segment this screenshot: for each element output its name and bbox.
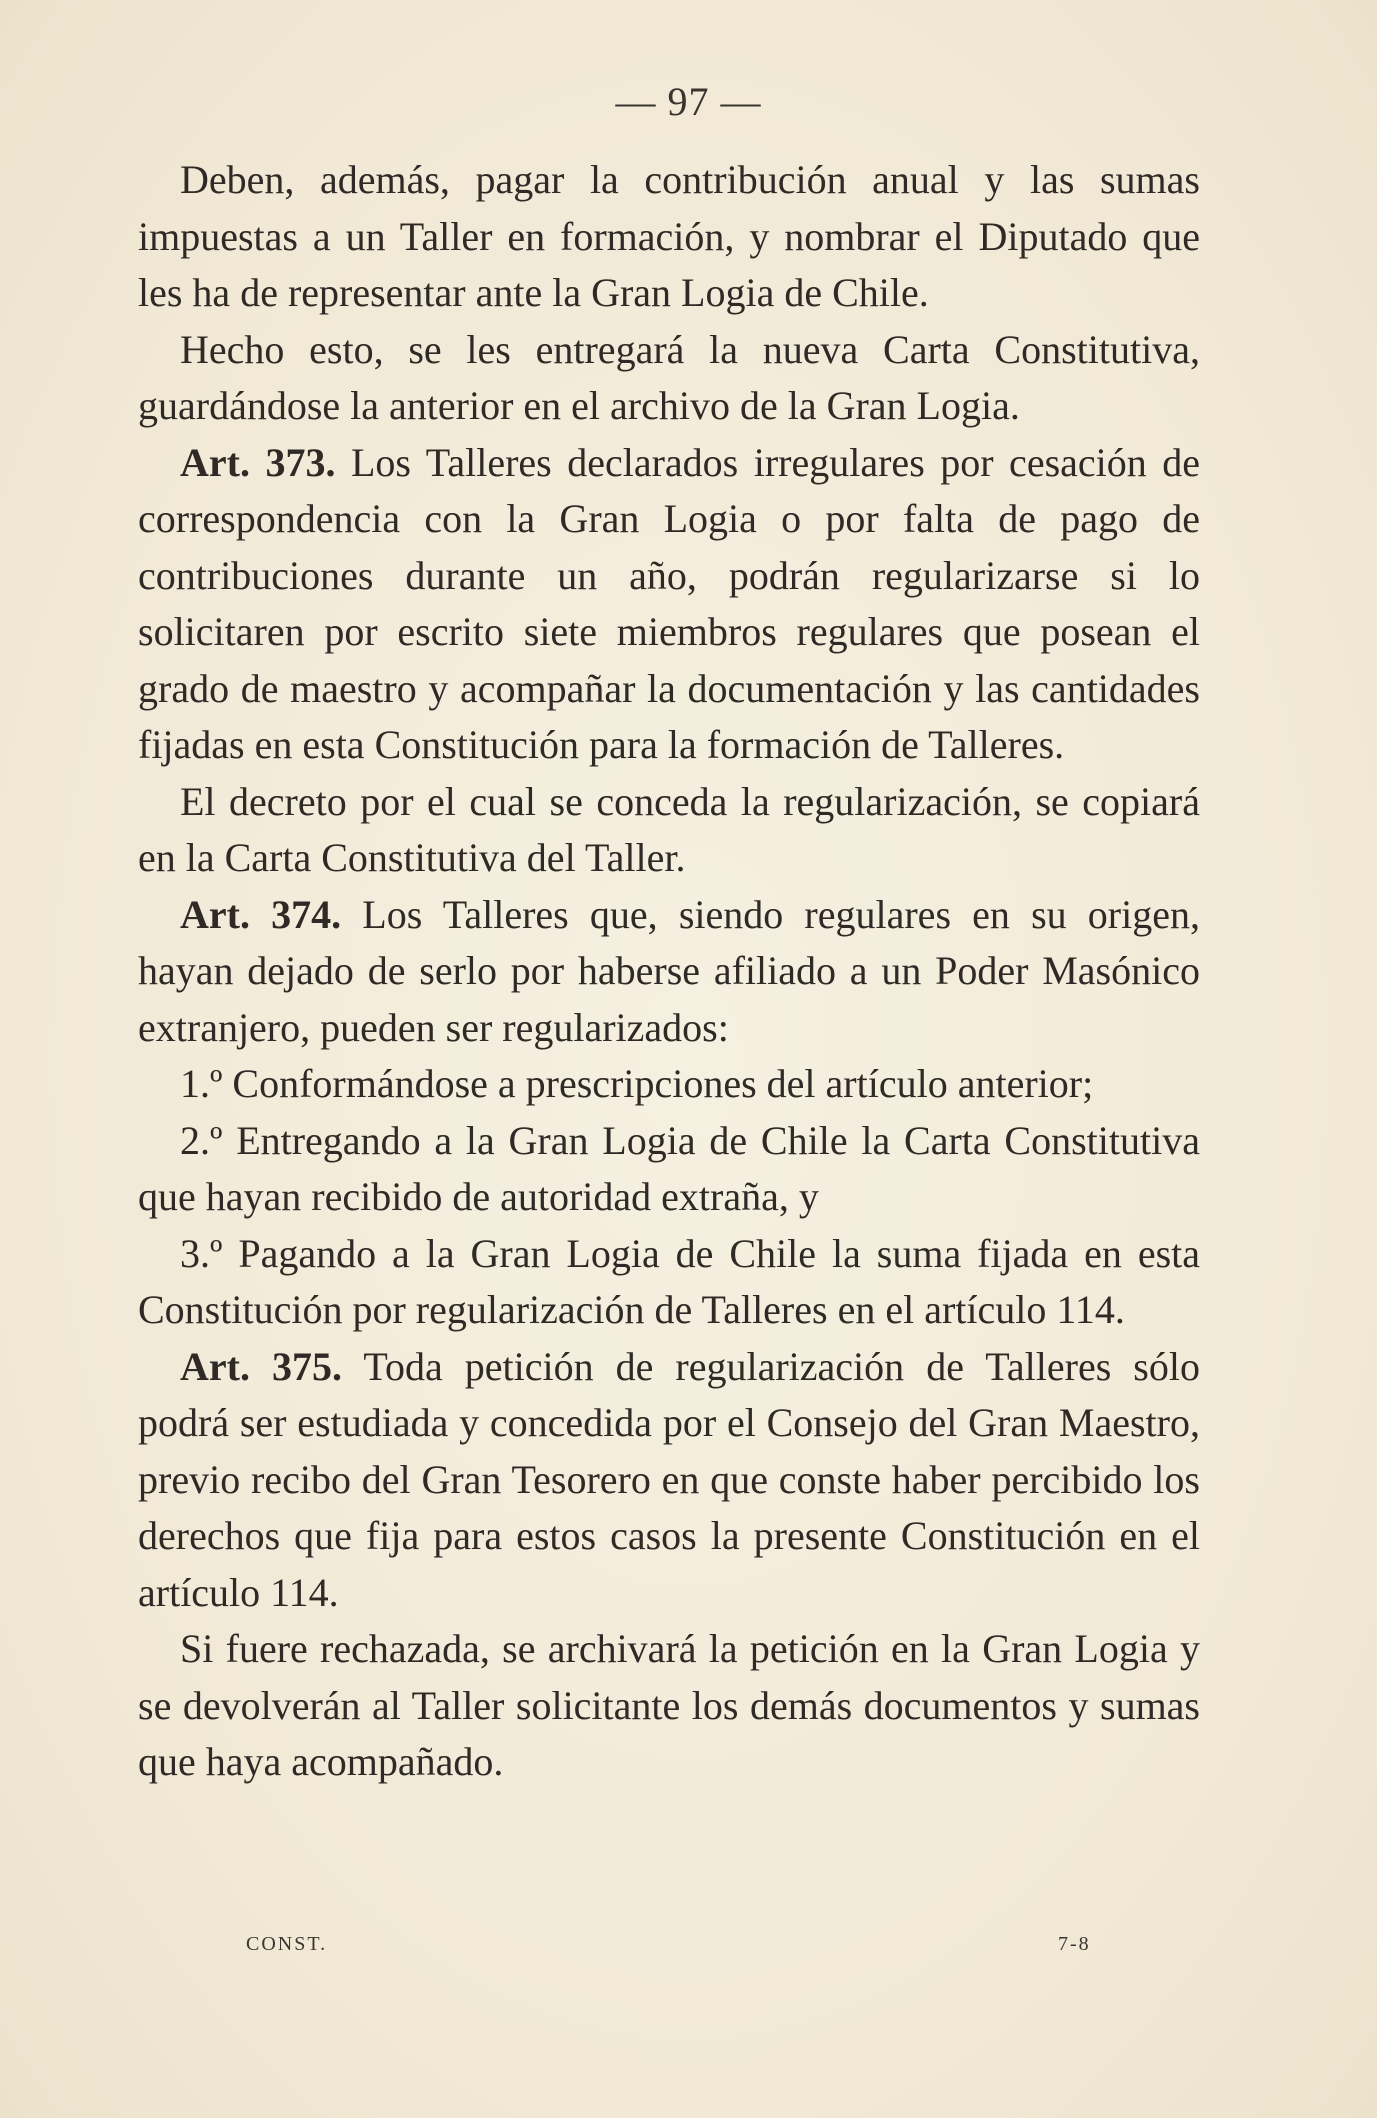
article-label: Art. 375. — [180, 1343, 342, 1389]
paragraph-text: Los Talleres que, siendo regulares en su origen, hayan dejado de serlo por haberse afiliado a un Poder Masónico extranjero, pueden ser regularizados: — [138, 891, 1200, 1050]
paragraph-1 — [138, 152, 1200, 322]
paragraph-text: Toda petición de regularización de Talleres sólo podrá ser estudiada y concedida por el Consejo del Gran Maestro, previo recibo del Gran Tesorero en que conste haber percibido los derechos que fija para estos casos la presente Constitución en el artículo 114. — [138, 1343, 1200, 1615]
page-number: — 97 — — [615, 79, 762, 124]
article-375 — [138, 1339, 1200, 1622]
list-item-2 — [138, 1113, 1200, 1226]
signature-mark: CONST. — [246, 1933, 328, 1955]
paragraph-text: 1.º Conformándose a prescripciones del artículo anterior; — [180, 1061, 1094, 1106]
paragraph-10 — [138, 1621, 1200, 1791]
list-item-3 — [138, 1226, 1200, 1339]
paragraph-text: El decreto por el cual se conceda la regularización, se copiará en la Carta Constitutiva del Taller. — [138, 778, 1200, 880]
article-label: Art. 373. — [180, 439, 336, 485]
paragraph-2 — [138, 322, 1200, 435]
paragraph-text: Deben, además, pagar la contribución anual y las sumas impuestas a un Taller en formación, y nombrar el Diputado que les ha de representar ante la Gran Logia de Chile. — [138, 157, 1200, 315]
page-body — [138, 152, 1200, 1791]
article-label: Art. 374. — [180, 891, 342, 937]
gathering-number: 7-8 — [1058, 1933, 1091, 1955]
page-footer — [0, 1933, 1377, 1973]
paragraph-text: 3.º Pagando a la Gran Logia de Chile la suma fijada en esta Constitución por regularización de Talleres en el artículo 114. — [138, 1230, 1200, 1332]
article-373 — [138, 435, 1200, 774]
paragraph-text: 2.º Entregando a la Gran Logia de Chile la Carta Constitutiva que hayan recibido de autoridad extraña, y — [138, 1117, 1200, 1219]
paragraph-text: Los Talleres declarados irregulares por cesación de correspondencia con la Gran Logia o por falta de pago de contribuciones durante un año, podrán regularizarse si lo solicitaren por escrito siete miembros regulares que posean el grado de maestro y acompañar la documentación y las cantidades fijadas en esta Constitución para la formación de Talleres. — [138, 439, 1200, 767]
paragraph-text: Si fuere rechazada, se archivará la petición en la Gran Logia y se devolverán al Taller solicitante los demás documentos y sumas que haya acompañado. — [138, 1626, 1200, 1784]
paragraph-4 — [138, 774, 1200, 887]
article-374 — [138, 887, 1200, 1057]
paragraph-text: Hecho esto, se les entregará la nueva Carta Constitutiva, guardándose la anterior en el archivo de la Gran Logia. — [138, 326, 1200, 428]
list-item-1 — [138, 1056, 1200, 1113]
